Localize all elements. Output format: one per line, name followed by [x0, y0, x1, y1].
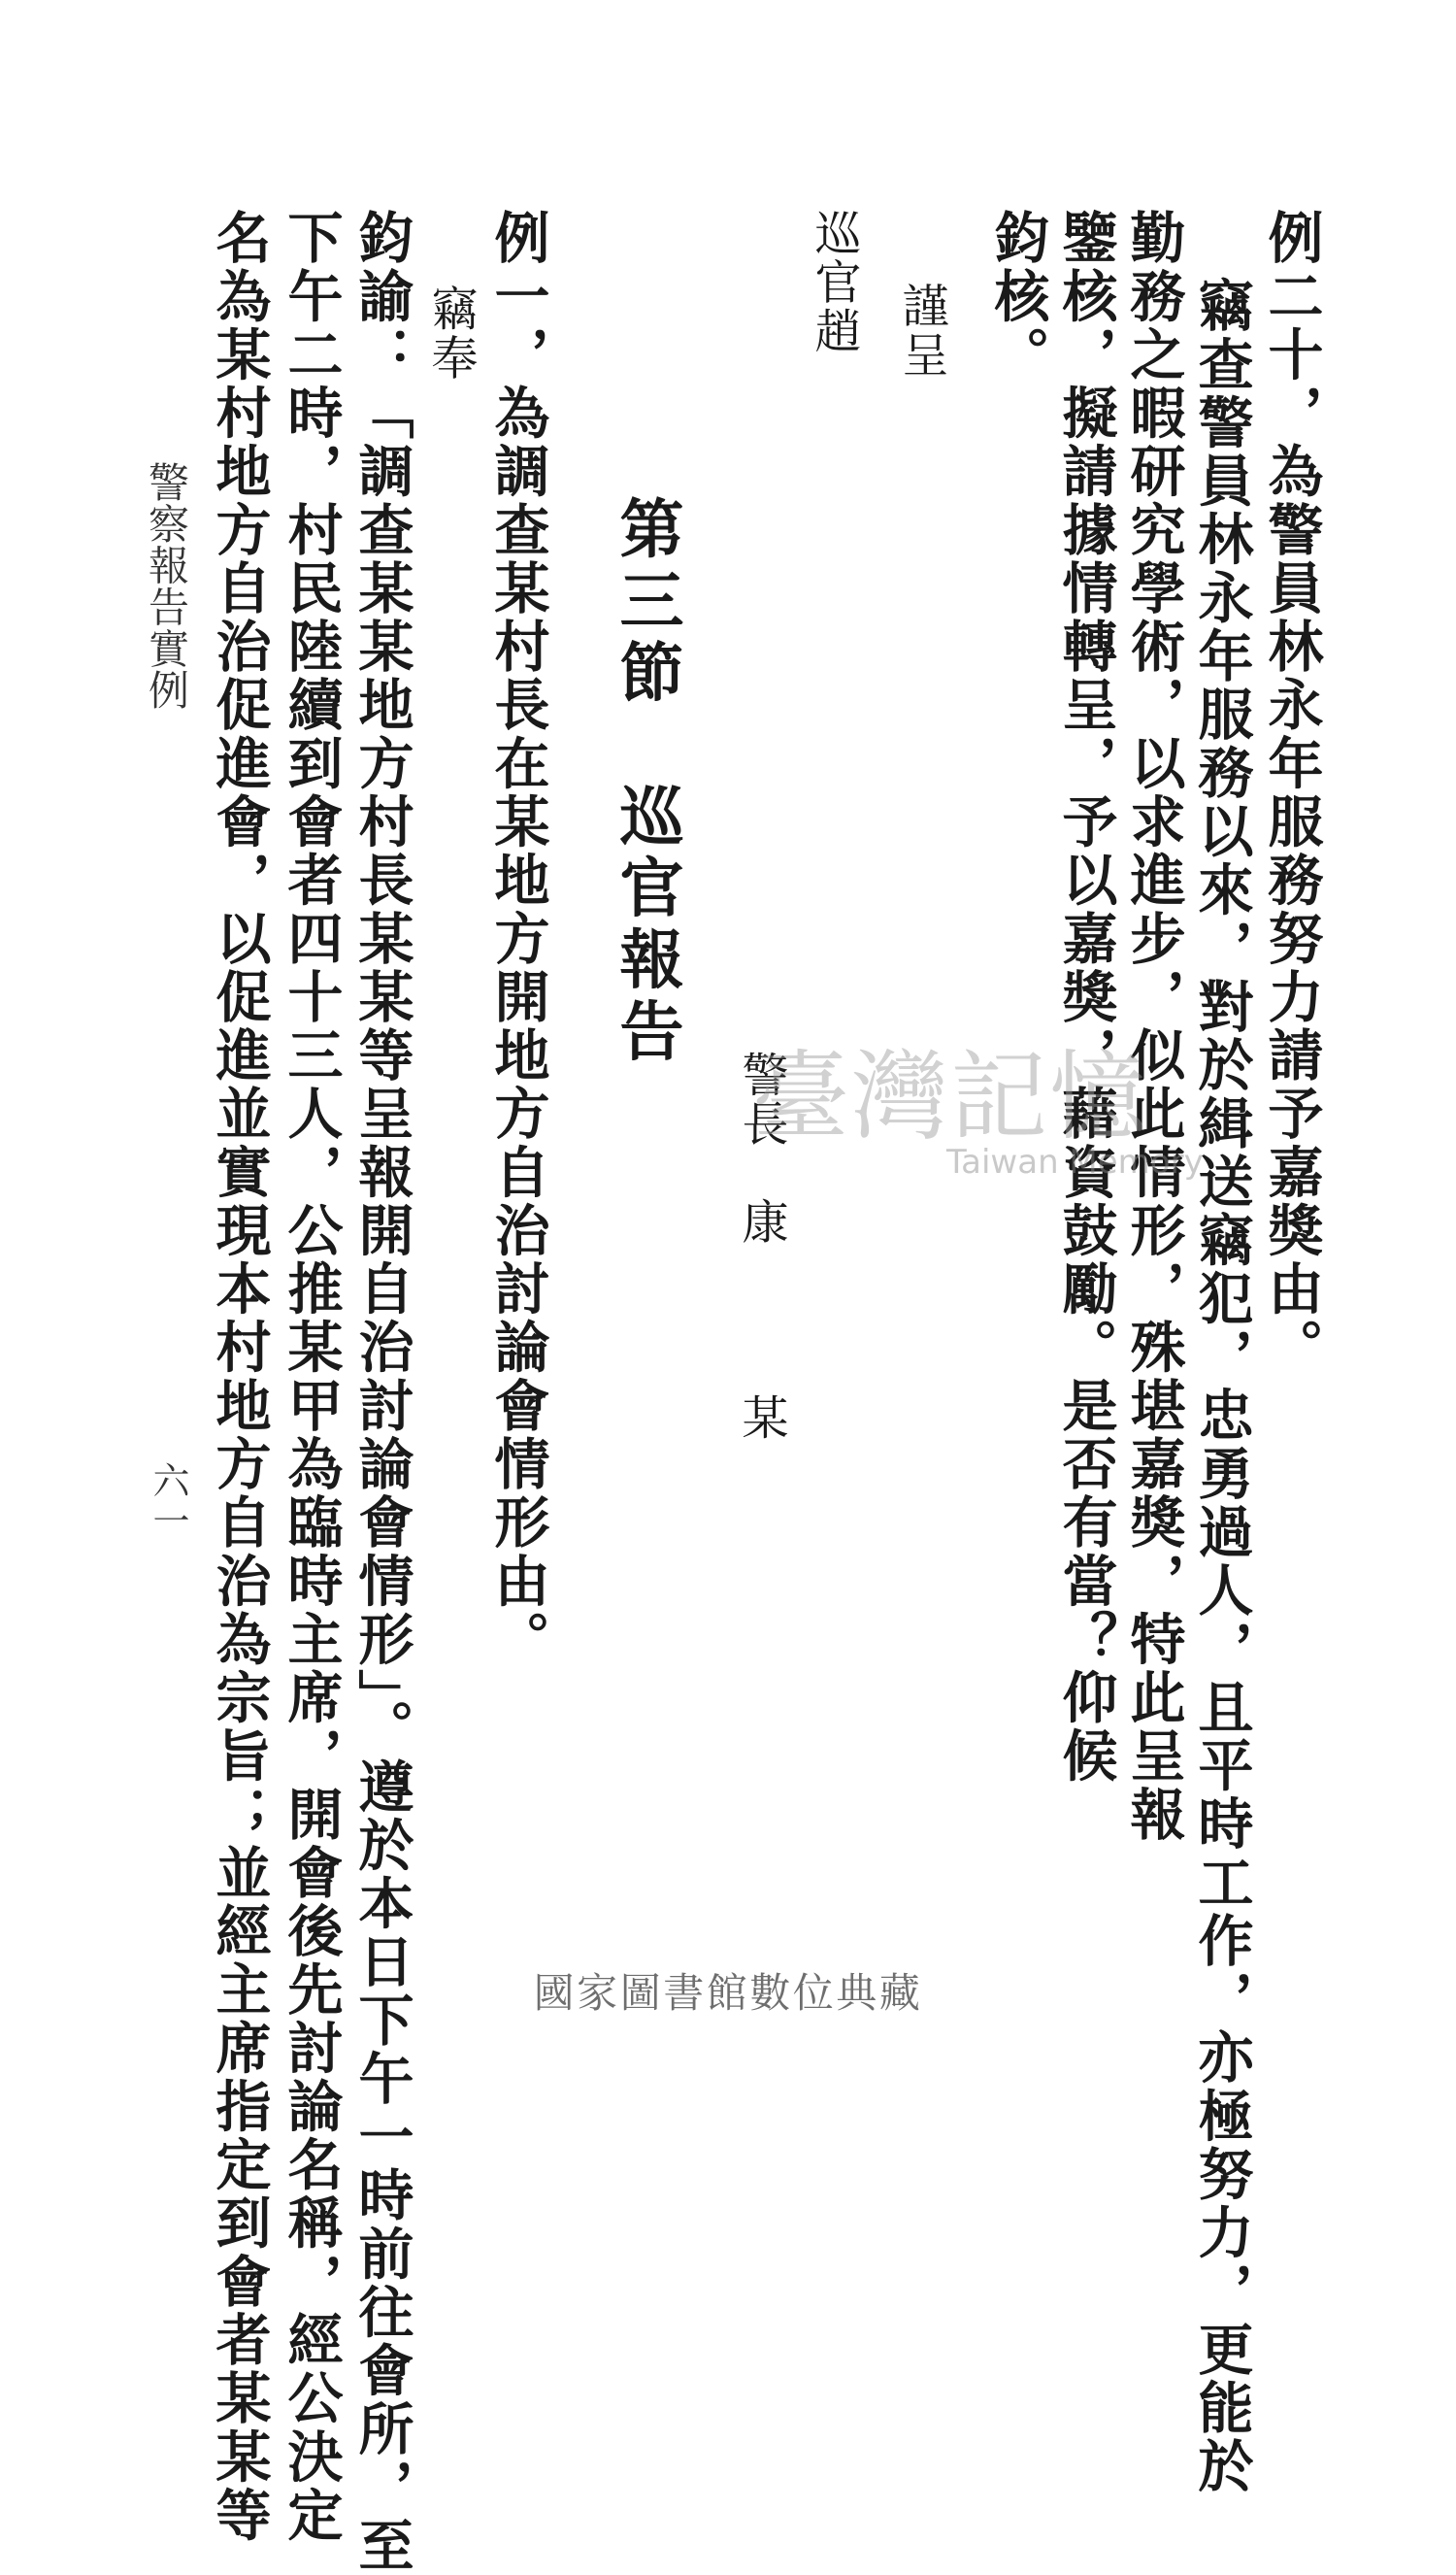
watermark-logo	[752, 1040, 1208, 1185]
book-title: 警察報告實例	[143, 461, 190, 712]
closing-salutation: 謹呈	[894, 282, 948, 380]
example-20-line-4: 鈞核。	[985, 209, 1050, 385]
library-credit: 國家圖書館數位典藏	[533, 1969, 923, 2017]
example-1-line-4: 名為某村地方自治促進會，以促進並實現本村地方自治為宗旨；並經主席指定到會者某某等	[207, 209, 272, 2545]
example-20-line-2: 勤務之暇研究學術，以求進步，似此情形，殊堪嘉獎，特此呈報	[1121, 209, 1186, 1844]
example-20-line-1: 竊查警員林永年服務以來，對於緝送竊犯，忠勇過人，且平時工作，亦極努力，更能於	[1189, 277, 1254, 2496]
example-1-line-2: 鈞諭：「調查某某地方村長某某等呈報開自治討論會情形」。遵於本日下午一時前往會所，至	[349, 209, 414, 2575]
page-number: 六一	[147, 1461, 189, 1543]
example-1-line-1: 竊奉	[423, 284, 478, 383]
example-20-line-3: 鑒核，擬請據情轉呈，予以嘉獎，藉資鼓勵。是否有當？仰候	[1053, 209, 1118, 1786]
watermark-subtitle: Taiwan Memory	[946, 1143, 1204, 1182]
section-heading: 第三節 巡官報告	[609, 495, 684, 1070]
example-1-title: 例一，為調查某村長在某地方開地方自治討論會情形由。	[485, 209, 550, 1669]
example-20-title: 例二十，為警員林永年服務努力請予嘉獎由。	[1259, 209, 1324, 1377]
signature: 警長 康 某	[734, 1051, 788, 1443]
addressee: 巡官趙	[807, 209, 861, 356]
watermark-text: 臺灣記憶	[752, 1040, 1148, 1154]
example-1-line-3: 下午二時，村民陸續到會者四十三人，公推某甲為臨時主席，開會後先討論名稱，經公決定	[279, 209, 344, 2545]
